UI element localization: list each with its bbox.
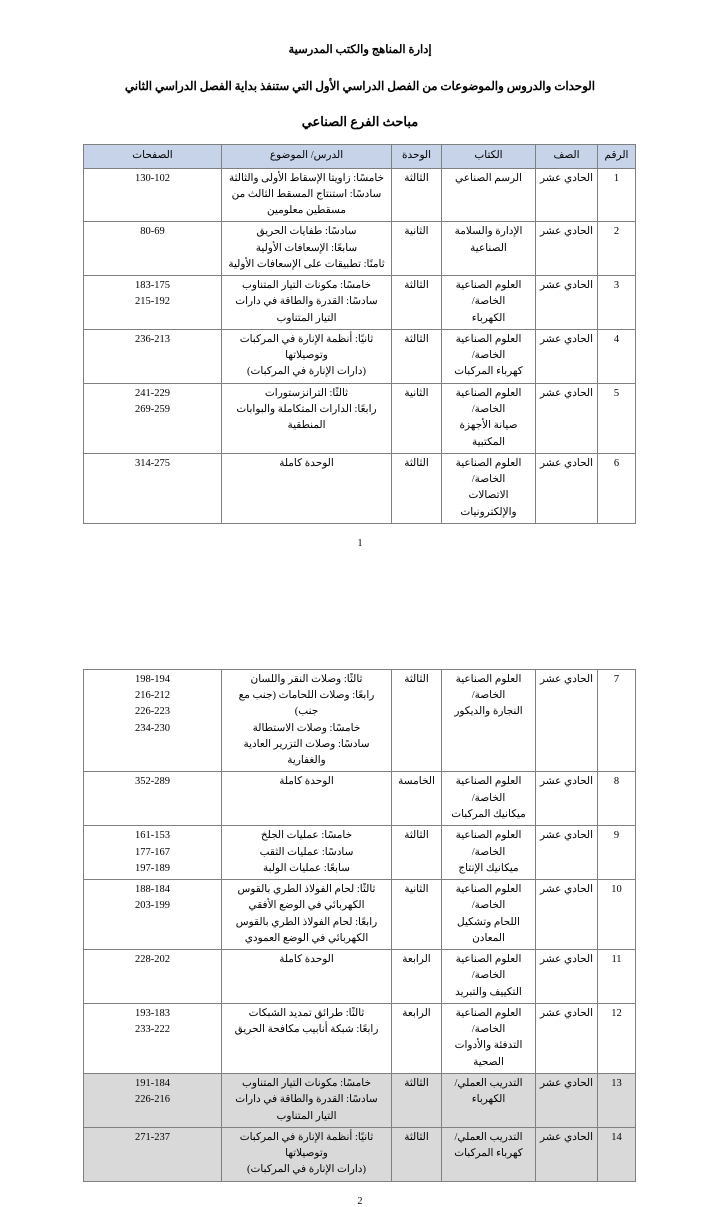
column-header-lesson: الدرس/ الموضوع	[222, 144, 392, 168]
book-line: العلوم الصناعية الخاصة/	[455, 457, 522, 486]
lesson-line: (دارات الإنارة في المركبات)	[247, 366, 366, 378]
lesson-line: خامسًا: مكونات التيار المتناوب	[242, 280, 371, 292]
book-line: العلوم الصناعية الخاصة/	[455, 387, 522, 415]
lesson-line: سادسًا: استنتاج المسقط الثالث من مسقطين معلومين	[231, 188, 382, 217]
cell-lesson	[222, 950, 392, 1004]
cell-number: 6	[598, 453, 636, 523]
page-range: 193-183	[135, 1007, 170, 1019]
cell-unit: الثالثة	[392, 1127, 442, 1181]
lesson-line: رابعًا: شبكة أنابيب مكافحة الحريق	[234, 1024, 379, 1036]
cell-grade: الحادي عشر	[536, 1127, 598, 1181]
cell-lesson	[222, 772, 392, 826]
book-line: صيانة الأجهزة المكتبية	[459, 420, 518, 448]
page-range: 314-275	[135, 457, 170, 469]
page-range: 228-202	[135, 954, 170, 966]
book-line: النجارة والديكور	[454, 706, 523, 718]
cell-unit: الثالثة	[392, 669, 442, 772]
lesson-line: سادسًا: وصلات التزرير العادية والغفارية	[243, 738, 370, 767]
cell-pages	[84, 950, 222, 1004]
lesson-line: (دارات الإنارة في المركبات)	[247, 1164, 366, 1176]
page-range: 216-212	[135, 690, 170, 702]
book-line: الكهرباء	[471, 312, 506, 324]
page-range: 80-69	[140, 226, 165, 238]
cell-book	[442, 950, 536, 1004]
book-line: ميكانيك المركبات	[451, 808, 526, 820]
cell-lesson	[222, 826, 392, 880]
cell-number: 14	[598, 1127, 636, 1181]
cell-unit: الثانية	[392, 222, 442, 276]
cell-book	[442, 276, 536, 330]
cell-grade: الحادي عشر	[536, 329, 598, 383]
cell-pages	[84, 329, 222, 383]
book-line: الكهرباء	[471, 1094, 506, 1106]
cell-unit: الرابعة	[392, 950, 442, 1004]
book-line: كهرباء المركبات	[454, 366, 523, 378]
page-range: 191-184	[135, 1077, 170, 1089]
cell-grade: الحادي عشر	[536, 168, 598, 222]
cell-book	[442, 168, 536, 222]
column-header-grade: الصف	[536, 144, 598, 168]
book-line: كهرباء المركبات	[454, 1148, 523, 1160]
lesson-line: الوحدة كاملة	[279, 776, 334, 788]
cell-pages	[84, 826, 222, 880]
table-row[interactable]	[84, 222, 636, 276]
cell-pages	[84, 1127, 222, 1181]
cell-lesson	[222, 383, 392, 453]
table-row[interactable]	[84, 168, 636, 222]
table-row[interactable]	[84, 1003, 636, 1073]
book-line: الرسم الصناعي	[455, 172, 522, 184]
cell-number: 2	[598, 222, 636, 276]
curriculum-table-2	[83, 669, 636, 1182]
table-row[interactable]	[84, 669, 636, 772]
page-range: 198-194	[135, 673, 170, 685]
cell-pages	[84, 669, 222, 772]
table-row[interactable]	[84, 950, 636, 1004]
cell-pages	[84, 276, 222, 330]
cell-book	[442, 329, 536, 383]
lesson-line: ثانيًا: أنظمة الإنارة في المركبات وتوصيلاتها	[239, 1131, 374, 1160]
cell-pages	[84, 453, 222, 523]
lesson-line: سادسًا: القدرة والطاقة في دارات التيار المتناوب	[235, 1094, 378, 1122]
cell-unit: الثالثة	[392, 276, 442, 330]
cell-unit: الرابعة	[392, 1003, 442, 1073]
book-line: التدريب العملي/	[454, 1131, 523, 1143]
lesson-line: خامسًا: عمليات الجلخ	[260, 830, 353, 842]
cell-grade: الحادي عشر	[536, 222, 598, 276]
cell-pages	[84, 168, 222, 222]
cell-grade: الحادي عشر	[536, 276, 598, 330]
book-line: العلوم الصناعية الخاصة/	[455, 280, 522, 308]
cell-number: 7	[598, 669, 636, 772]
lesson-line: ثامنًا: تطبيقات على الإسعافات الأولية	[228, 258, 385, 270]
cell-lesson	[222, 329, 392, 383]
table-body-page-2	[84, 669, 636, 1181]
page-range: 226-223	[135, 706, 170, 718]
book-line: ميكانيك الإنتاج	[458, 862, 519, 874]
table-row[interactable]	[84, 826, 636, 880]
page-range: 197-189	[135, 862, 170, 874]
cell-unit: الثانية	[392, 880, 442, 950]
cell-number: 11	[598, 950, 636, 1004]
page-range: 241-229	[135, 387, 170, 399]
cell-grade: الحادي عشر	[536, 669, 598, 772]
page-range: 269-259	[135, 404, 170, 415]
cell-lesson	[222, 453, 392, 523]
book-line: اللحام وتشكيل المعادن	[457, 916, 520, 944]
lesson-line: سابعًا: الإسعافات الأولية	[255, 242, 358, 254]
table-row[interactable]	[84, 1073, 636, 1127]
cell-grade: الحادي عشر	[536, 772, 598, 826]
cell-number: 10	[598, 880, 636, 950]
lesson-line: سابعًا: عمليات الولبة	[263, 862, 350, 874]
book-line: التدريب العملي/	[454, 1077, 523, 1089]
page-range: 226-216	[135, 1094, 170, 1106]
cell-lesson	[222, 880, 392, 950]
cell-number: 12	[598, 1003, 636, 1073]
cell-lesson	[222, 1127, 392, 1181]
column-header-book: الكتاب	[442, 144, 536, 168]
book-line: التكييف والتبريد	[455, 986, 522, 998]
book-line: العلوم الصناعية الخاصة/	[455, 333, 522, 362]
page-range: 271-237	[135, 1131, 170, 1143]
cell-pages	[84, 1073, 222, 1127]
page-range: 177-167	[135, 846, 170, 858]
lesson-line: خامسًا: مكونات التيار المتناوب	[242, 1077, 371, 1089]
heading-section: مباحث الفرع الصناعي	[301, 113, 419, 129]
page-range: 188-184	[135, 884, 170, 896]
cell-number: 4	[598, 329, 636, 383]
cell-book	[442, 1073, 536, 1127]
cell-unit: الثانية	[392, 383, 442, 453]
book-line: العلوم الصناعية الخاصة/	[455, 776, 522, 804]
cell-grade: الحادي عشر	[536, 826, 598, 880]
book-line: التدفئة والأدوات الصحية	[454, 1040, 523, 1068]
page-range: 203-199	[135, 900, 170, 912]
cell-book	[442, 826, 536, 880]
page-range: 161-153	[135, 830, 170, 842]
cell-pages	[84, 222, 222, 276]
page-range: 352-289	[135, 776, 170, 788]
cell-book	[442, 222, 536, 276]
book-line: العلوم الصناعية الخاصة/	[455, 1007, 522, 1036]
lesson-line: الوحدة كاملة	[279, 457, 334, 469]
book-line: العلوم الصناعية الخاصة/	[455, 830, 522, 858]
lesson-line: ثالثًا: وصلات النقر واللسان	[250, 673, 363, 685]
lesson-line: خامسًا: وصلات الاستطالة	[252, 722, 361, 734]
cell-unit: الثالثة	[392, 329, 442, 383]
page-number-1: 1	[357, 537, 363, 549]
cell-grade: الحادي عشر	[536, 1073, 598, 1127]
book-line: العلوم الصناعية الخاصة/	[455, 673, 522, 702]
cell-book	[442, 880, 536, 950]
cell-lesson	[222, 168, 392, 222]
cell-number: 13	[598, 1073, 636, 1127]
lesson-line: رابعًا: وصلات اللحامات (جنب مع جنب)	[238, 690, 375, 718]
table-block-page-2	[84, 669, 636, 1207]
lesson-line: ثانيًا: أنظمة الإنارة في المركبات وتوصيلاتها	[239, 333, 374, 362]
cell-unit: الثالثة	[392, 826, 442, 880]
cell-number: 8	[598, 772, 636, 826]
page-range: 130-102	[135, 172, 170, 184]
page-range: 234-230	[135, 722, 170, 734]
table-row[interactable]	[84, 383, 636, 453]
cell-grade: الحادي عشر	[536, 383, 598, 453]
heading-subject: الوحدات والدروس والموضوعات من الفصل الدراسي الأول التي ستنفذ بداية الفصل الدراسي الثاني	[124, 78, 596, 93]
cell-lesson	[222, 222, 392, 276]
lesson-line: ثالثًا: طرائق تمديد الشبكات	[248, 1007, 365, 1019]
cell-grade: الحادي عشر	[536, 950, 598, 1004]
lesson-line: سادسًا: القدرة والطاقة في دارات التيار المتناوب	[235, 296, 378, 324]
cell-unit: الثالثة	[392, 168, 442, 222]
column-header-pages: الصفحات	[84, 144, 222, 168]
curriculum-table-1	[83, 144, 636, 524]
page-range: 236-213	[135, 333, 170, 345]
heading-department: إدارة المناهج والكتب المدرسية	[288, 44, 432, 56]
cell-unit: الخامسة	[392, 772, 442, 826]
book-line: العلوم الصناعية الخاصة/	[455, 954, 522, 982]
lesson-line: خامسًا: زاويتا الإسقاط الأولى والثالثة	[228, 172, 385, 184]
lesson-line: رابعًا: الدارات المتكاملة والبوابات المنطقية	[236, 404, 377, 432]
cell-pages	[84, 880, 222, 950]
table-header-row	[84, 144, 636, 168]
cell-number: 9	[598, 826, 636, 880]
cell-book	[442, 453, 536, 523]
cell-book	[442, 383, 536, 453]
column-header-number: الرقم	[598, 144, 636, 168]
cell-number: 1	[598, 168, 636, 222]
page-range: 215-192	[135, 296, 170, 308]
table-row[interactable]	[84, 329, 636, 383]
book-line: الاتصالات والإلكترونيات	[460, 490, 517, 518]
cell-number: 5	[598, 383, 636, 453]
cell-lesson	[222, 1073, 392, 1127]
cell-number: 3	[598, 276, 636, 330]
cell-grade: الحادي عشر	[536, 880, 598, 950]
lesson-line: الوحدة كاملة	[279, 954, 334, 966]
document-headings	[0, 0, 720, 130]
page-range: 183-175	[135, 280, 170, 292]
cell-lesson	[222, 276, 392, 330]
table-row[interactable]	[84, 1127, 636, 1181]
table-header	[84, 144, 636, 168]
cell-unit: الثالثة	[392, 453, 442, 523]
table-row[interactable]	[84, 453, 636, 523]
cell-book	[442, 1127, 536, 1181]
table-row[interactable]	[84, 772, 636, 826]
cell-grade: الحادي عشر	[536, 453, 598, 523]
book-line: العلوم الصناعية الخاصة/	[455, 884, 522, 912]
cell-pages	[84, 772, 222, 826]
table-row[interactable]	[84, 880, 636, 950]
page-range: 233-222	[135, 1024, 170, 1036]
page-number-2: 2	[357, 1195, 363, 1207]
column-header-unit: الوحدة	[392, 144, 442, 168]
lesson-line: سادسًا: عمليات الثقب	[259, 846, 354, 858]
table-block-page-1	[84, 144, 636, 549]
lesson-line: ثالثًا: الترانزستورات	[264, 387, 349, 399]
table-body-page-1	[84, 168, 636, 523]
cell-pages	[84, 1003, 222, 1073]
cell-unit: الثالثة	[392, 1073, 442, 1127]
cell-book	[442, 772, 536, 826]
lesson-line: ثالثًا: لحام الفولاذ الطري بالقوس الكهربائي في الوضع الأفقي	[237, 884, 376, 912]
lesson-line: سادسًا: طفايات الحريق	[256, 226, 357, 238]
book-line: الإدارة والسلامة الصناعية	[454, 226, 523, 254]
table-row[interactable]	[84, 276, 636, 330]
cell-book	[442, 669, 536, 772]
cell-pages	[84, 383, 222, 453]
page-break-gap	[0, 549, 720, 669]
cell-lesson	[222, 669, 392, 772]
cell-grade: الحادي عشر	[536, 1003, 598, 1073]
cell-lesson	[222, 1003, 392, 1073]
cell-book	[442, 1003, 536, 1073]
lesson-line: رابعًا: لحام الفولاذ الطري بالقوس الكهربائي في الوضع العمودي	[235, 916, 378, 944]
